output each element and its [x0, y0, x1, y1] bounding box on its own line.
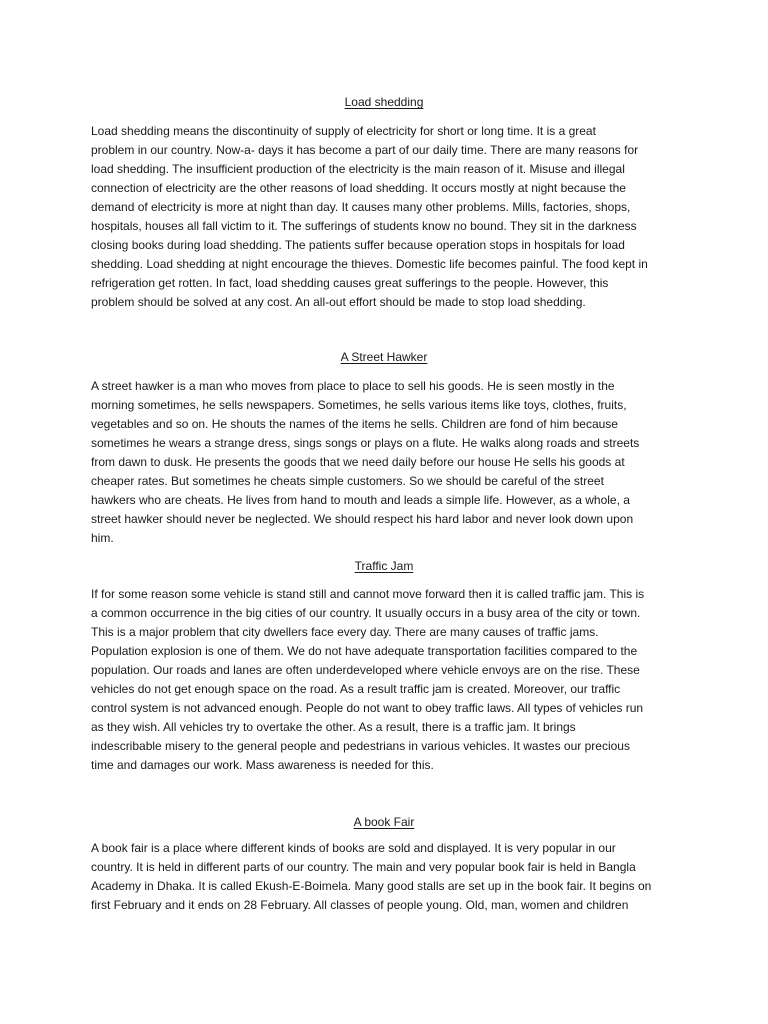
text-line: Population explosion is one of them. We do not have adequate transportation facilities compared to the: [91, 644, 638, 658]
text-line: cheaper rates. But sometimes he cheats simple customers. So we should be careful of the street: [91, 474, 604, 488]
text-line: sometimes he wears a strange dress, sings songs or plays on a flute. He walks along roads and streets: [91, 436, 640, 450]
text-line: time and damages our work. Mass awareness is needed for this.: [91, 758, 434, 772]
paragraph-book-fair: [91, 839, 691, 915]
text-line: as they wish. All vehicles try to overtake the other. As a result, there is a traffic jam. It brings: [91, 720, 576, 734]
text-line: street hawker should never be neglected. We should respect his hard labor and never look down upon: [91, 512, 634, 526]
text-line: population. Our roads and lanes are often underdeveloped where vehicle envoys are on the rise. These: [91, 663, 640, 677]
text-line: shedding. Load shedding at night encourage the thieves. Domestic life becomes painful. The food kept in: [91, 257, 648, 271]
text-line: indescribable misery to the general people and pedestrians in various vehicles. It wastes our precious: [91, 739, 630, 753]
text-line: A street hawker is a man who moves from place to place to sell his goods. He is seen mostly in the: [91, 379, 615, 393]
section-heading-street-hawker: A Street Hawker: [340, 350, 428, 364]
text-line: from dawn to dusk. He presents the goods that we need daily before our house He sells his goods at: [91, 455, 625, 469]
paragraph-load-shedding: [91, 122, 691, 312]
text-line: country. It is held in different parts of our country. The main and very popular book fair is held in Bangla: [91, 860, 636, 874]
text-line: hospitals, houses all fall victim to it. The sufferings of students know no bound. They sit in the darkness: [91, 219, 637, 233]
paragraph-street-hawker: [91, 377, 691, 548]
text-line: him.: [91, 531, 114, 545]
text-line: vehicles do not get enough space on the road. As a result traffic jam is created. Moreover, our traffic: [91, 682, 621, 696]
text-line: a common occurrence in the big cities of our country. It usually occurs in a busy area of the city or town.: [91, 606, 641, 620]
section-heading-book-fair: A book Fair: [353, 815, 415, 829]
text-line: refrigeration get rotten. In fact, load shedding causes great sufferings to the people. However, this: [91, 276, 609, 290]
section-heading-load-shedding: Load shedding: [344, 95, 424, 109]
text-line: hawkers who are cheats. He lives from hand to mouth and leads a simple life. However, as a whole, a: [91, 493, 630, 507]
text-line: control system is not advanced enough. People do not want to obey traffic laws. All types of vehicles run: [91, 701, 644, 715]
text-line: A book fair is a place where different kinds of books are sold and displayed. It is very popular in our: [91, 841, 616, 855]
text-line: problem should be solved at any cost. An all-out effort should be made to stop load shedding.: [91, 295, 586, 309]
text-line: If for some reason some vehicle is stand still and cannot move forward then it is called traffic jam. This is: [91, 587, 645, 601]
text-line: This is a major problem that city dwellers face every day. There are many causes of traffic jams.: [91, 625, 599, 639]
text-line: problem in our country. Now-a- days it has become a part of our daily time. There are many reasons for: [91, 143, 639, 157]
section-heading-traffic-jam: Traffic Jam: [354, 559, 414, 573]
text-line: demand of electricity is more at night than day. It causes many other problems. Mills, factories, shops,: [91, 200, 631, 214]
paragraph-traffic-jam: [91, 585, 691, 775]
text-line: closing books during load shedding. The patients suffer because operation stops in hospitals for load: [91, 238, 625, 252]
text-line: connection of electricity are the other reasons of load shedding. It occurs mostly at night because the: [91, 181, 626, 195]
text-line: load shedding. The insufficient production of the electricity is the main reason of it. Misuse and illegal: [91, 162, 625, 176]
text-line: vegetables and so on. He shouts the names of the items he sells. Children are fond of him because: [91, 417, 618, 431]
text-line: Load shedding means the discontinuity of supply of electricity for short or long time. It is a great: [91, 124, 596, 138]
text-line: first February and it ends on 28 February. All classes of people young. Old, man, women and children: [91, 898, 629, 912]
text-line: Academy in Dhaka. It is called Ekush-E-Boimela. Many good stalls are set up in the book fair. It begins on: [91, 879, 652, 893]
text-line: morning sometimes, he sells newspapers. Sometimes, he sells various items like toys, clothes, fruits,: [91, 398, 627, 412]
